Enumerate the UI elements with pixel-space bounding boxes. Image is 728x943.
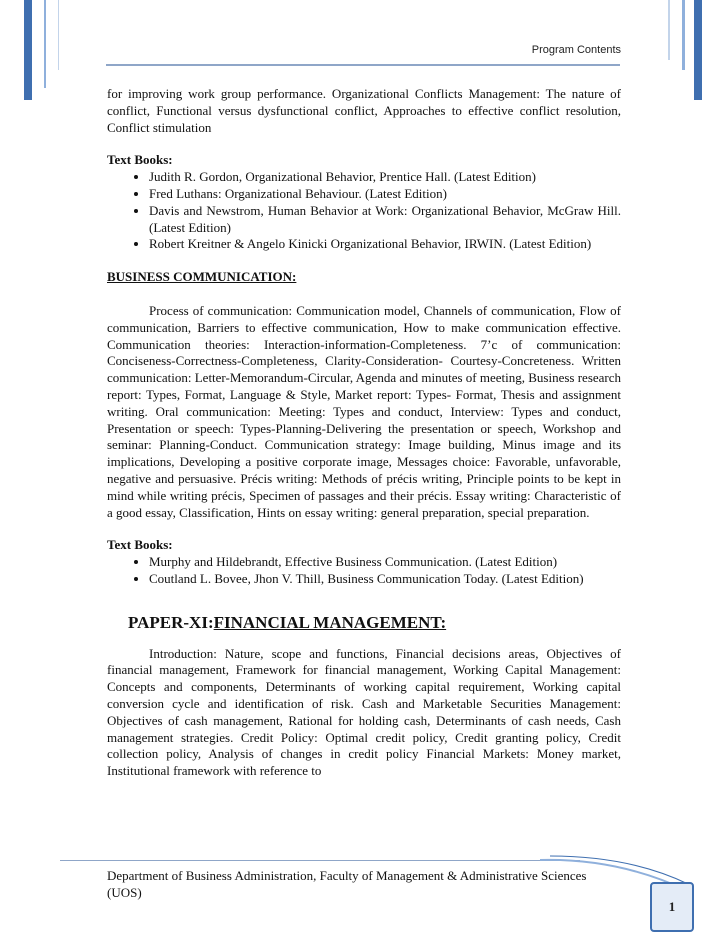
header-rule: [106, 64, 620, 66]
list-item: • Fred Luthans: Organizational Behaviour. (Latest Edition): [149, 186, 621, 203]
right-decor-bar-thin: [668, 0, 670, 60]
list-item: • Judith R. Gordon, Organizational Behavior, Prentice Hall. (Latest Edition): [149, 169, 621, 186]
textbooks-heading-2: Text Books:: [107, 537, 173, 553]
list-item: • Robert Kreitner & Angelo Kinicki Organizational Behavior, IRWIN. (Latest Edition): [149, 236, 621, 253]
left-decor-bar-thick: [24, 0, 32, 100]
list-item: • Murphy and Hildebrandt, Effective Business Communication. (Latest Edition): [149, 554, 621, 571]
document-body: [107, 86, 621, 780]
page-number: 1: [668, 899, 676, 914]
right-decor-bar-mid: [682, 0, 685, 70]
financial-management-body: Introduction: Nature, scope and functions, Financial decisions areas, Objectives of financial management, Framework for financial management, Working Capital Management: Concepts and components, Determinants of working capital requirement, Working capital conversion cycle and identification of risk. Cash and Marketable Securities Management: Objectives of cash management, Rational for holding cash, Determinants of cash needs, Cash management strategies. Credit Policy: Optimal credit policy, Credit granting policy, Credit collection policy, Analysis of changes in credit policy Financial Markets: Money market, Institutional framework with reference to: [107, 645, 621, 779]
paper-name: FINANCIAL MANAGEMENT:: [213, 612, 447, 632]
textbooks-list-2: [107, 554, 621, 588]
left-decor-bar-mid: [44, 0, 46, 88]
paper-prefix: PAPER-XI:: [128, 612, 214, 632]
footer-text: Department of Business Administration, Faculty of Management & Administrative Sciences (UOS): [107, 868, 587, 900]
footer-rule: [60, 860, 580, 861]
page-header: Program Contents: [531, 44, 621, 56]
financial-management-title: [128, 612, 621, 632]
business-communication-title: BUSINESS COMMUNICATION:: [107, 269, 297, 285]
page-number-badge: [650, 882, 694, 932]
left-decor-bar-thin: [58, 0, 59, 70]
textbooks-heading-1: Text Books:: [107, 152, 173, 168]
business-communication-body: Process of communication: Communication model, Channels of communication, Flow of communication, Barriers to effective communication, How to make communication effective. Communication theories: Interaction-information-Completeness. 7’c of communication: Conciseness-Correctness-Completeness, Clarity-Consideration- Courtesy-Concreteness. Written communication: Letter-Memorandum-Circular, Agenda and minutes of meeting, Business research report: Types, Format, Language & Style, Market report: Types- Format, Thesis and assignment writing. Oral communication: Meeting: Types and conduct, Interview: Types and conduct, Presentation or speech: Types-Planning-Delivering the presentation or speech, Workshop and seminar: Planning-Conduct. Communication strategy: Image building, Minus image and its implications, Developing a positive corporate image, Messages choice: Favorable, unfavorable, negative and persuasive. Précis writing: Methods of précis writing, Principle points to be kept in mind while writing précis, Specimen of passages and their précis. Essay writing: Characteristic of a good essay, Classification, Hints on essay writing: general preparation, special preparation.: [107, 302, 622, 520]
list-item: • Coutland L. Bovee, Jhon V. Thill, Business Communication Today. (Latest Edition): [149, 571, 621, 588]
list-item: • Davis and Newstrom, Human Behavior at Work: Organizational Behavior, McGraw Hill. (Latest Edition): [149, 203, 621, 237]
intro-paragraph: for improving work group performance. Organizational Conflicts Management: The nature of conflict, Functional versus dysfunctional conflict, Approaches to effective conflict resolution, Conflict stimulation: [107, 86, 621, 135]
textbooks-list-1: [107, 169, 621, 253]
right-decor-bar-thick: [694, 0, 702, 100]
